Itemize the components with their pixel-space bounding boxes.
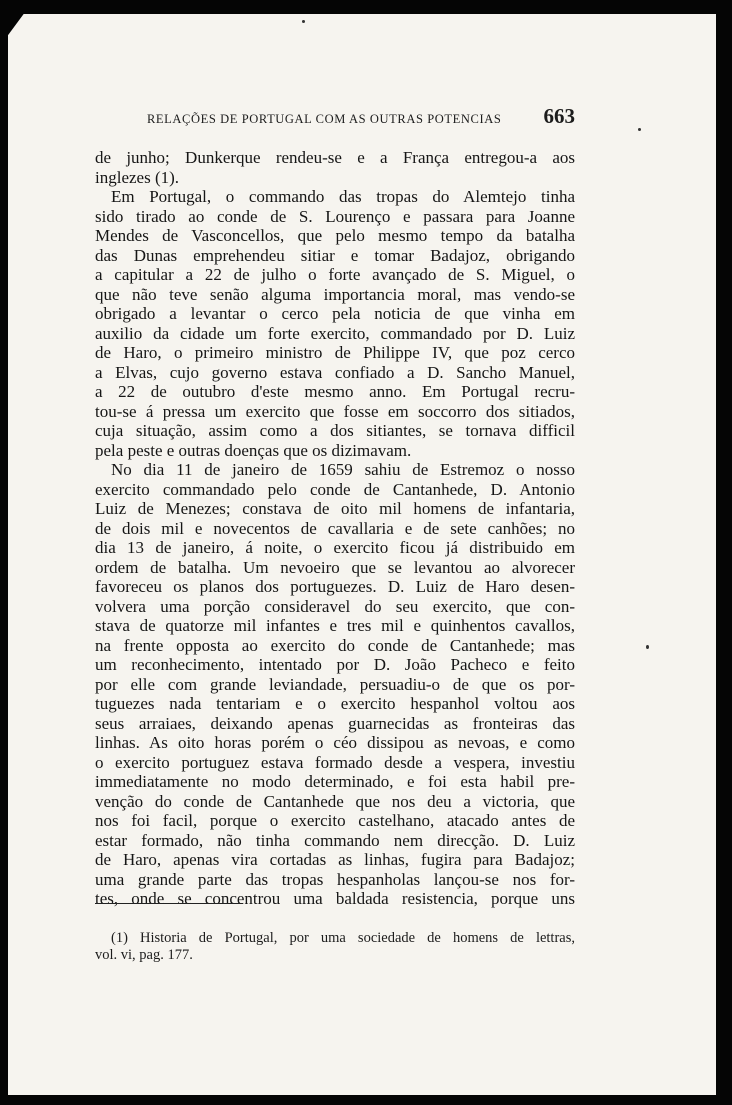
scan-corner-shadow: [0, 0, 34, 46]
text-line: de Haro, apenas vira cortadas as linhas, fugira para Badajoz;: [95, 850, 575, 869]
text-line: sido tirado ao conde de S. Lourenço e passara para Joanne: [95, 206, 575, 226]
text-line: ordem de batalha. Um nevoeiro que se levantou ao alvorecer: [95, 557, 575, 577]
page-number: 663: [543, 104, 575, 128]
text-line: auxilio da cidade um forte exercito, commandado por D. Luiz: [95, 323, 575, 343]
text-line: de dois mil e novecentos de cavallaria e de sete canhões; no: [95, 518, 575, 538]
footnote: [95, 930, 575, 964]
running-header: [95, 104, 575, 130]
text-line: a 22 de outubro d'este mesmo anno. Em Portugal recru-: [95, 382, 575, 401]
text-line: por elle com grande leviandade, persuadiu-o de que os por-: [95, 674, 575, 694]
scan-speck: [302, 20, 305, 23]
footnote-line: vol. vi, pag. 177.: [95, 947, 193, 963]
text-line: linhas. As oito horas porém o céo dissipou as nevoas, e como: [95, 733, 575, 752]
scan-speck: [638, 128, 641, 131]
text-line: Luiz de Menezes; constava de oito mil homens de infantaria,: [95, 499, 575, 518]
text-line: volvera uma porção consideravel do seu exercito, que con-: [95, 596, 575, 616]
text-line: de Haro, o primeiro ministro de Philippe IV, que poz cerco: [95, 343, 575, 362]
footnote-divider: [95, 903, 243, 904]
scan-speck: [646, 645, 649, 649]
text-line: seus arraiaes, deixando apenas guarnecidas as fronteiras das: [95, 713, 575, 733]
text-line: dia 13 de janeiro, á noite, o exercito ficou já distribuido em: [95, 538, 575, 557]
text-line: tuguezes nada tentariam e o exercito hespanhol voltou aos: [95, 694, 575, 713]
text-line: cuja situação, assim como a dos sitiantes, se tornava difficil: [95, 421, 575, 440]
footnote-line: (1) Historia de Portugal, por uma sociedade de homens de lettras,: [111, 930, 575, 946]
scan-border-top: [0, 0, 732, 14]
text-line: inglezes (1).: [95, 167, 180, 187]
text-line: tou-se á pressa um exercito que fosse em soccorro dos sitiados,: [95, 401, 575, 421]
text-line: um reconhecimento, intentado por D. João Pacheco e feito: [95, 655, 575, 674]
scan-border-bottom: [0, 1095, 732, 1105]
text-line: estar formado, não tinha commando nem direcção. D. Luiz: [95, 830, 575, 850]
text-line: tes, onde se concentrou uma baldada resistencia, porque uns: [95, 889, 575, 908]
text-line: a capitular a 22 de julho o forte avançado de S. Miguel, o: [95, 265, 575, 284]
text-line: favoreceu os planos dos portuguezes. D. Luiz de Haro desen-: [95, 577, 575, 596]
text-line: das Dunas emprehendeu sitiar e tomar Badajoz, obrigando: [95, 245, 575, 265]
body-text: [95, 148, 575, 909]
text-line: que não teve senão alguma importancia moral, mas vendo-se: [95, 284, 575, 304]
text-line: Mendes de Vasconcellos, que pelo mesmo tempo da batalha: [95, 226, 575, 245]
text-line: Em Portugal, o commando das tropas do Alemtejo tinha: [111, 187, 575, 206]
text-line: exercito commandado pelo conde de Cantanhede, D. Antonio: [95, 479, 575, 499]
text-line: na frente opposta ao exercito do conde de Cantanhede; mas: [95, 635, 575, 655]
text-line: nos foi facil, porque o exercito castelhano, atacado antes de: [95, 811, 575, 830]
text-line: pela peste e outras doenças que os dizimavam.: [95, 440, 412, 460]
text-line: o exercito portuguez estava formado desde a vespera, investiu: [95, 752, 575, 772]
text-line: venção do conde de Cantanhede que nos deu a victoria, que: [95, 791, 575, 811]
running-title: RELAÇÕES DE PORTUGAL COM AS OUTRAS POTENCIAS: [147, 112, 502, 126]
text-line: a Elvas, cujo governo estava confiado a D. Sancho Manuel,: [95, 362, 575, 382]
text-line: immediatamente no modo determinado, e foi esta habil pre-: [95, 772, 575, 791]
text-line: obrigado a levantar o cerco pela noticia de que vinha em: [95, 304, 575, 323]
text-line: uma grande parte das tropas hespanholas lançou-se nos for-: [95, 869, 575, 889]
text-line: stava de quatorze mil infantes e tres mil e quinhentos cavallos,: [95, 616, 575, 635]
scan-border-right: [716, 0, 732, 1105]
text-line: de junho; Dunkerque rendeu-se e a França entregou-a aos: [95, 148, 575, 167]
scan-border-left: [0, 0, 8, 1105]
text-line: No dia 11 de janeiro de 1659 sahiu de Estremoz o nosso: [111, 460, 575, 479]
